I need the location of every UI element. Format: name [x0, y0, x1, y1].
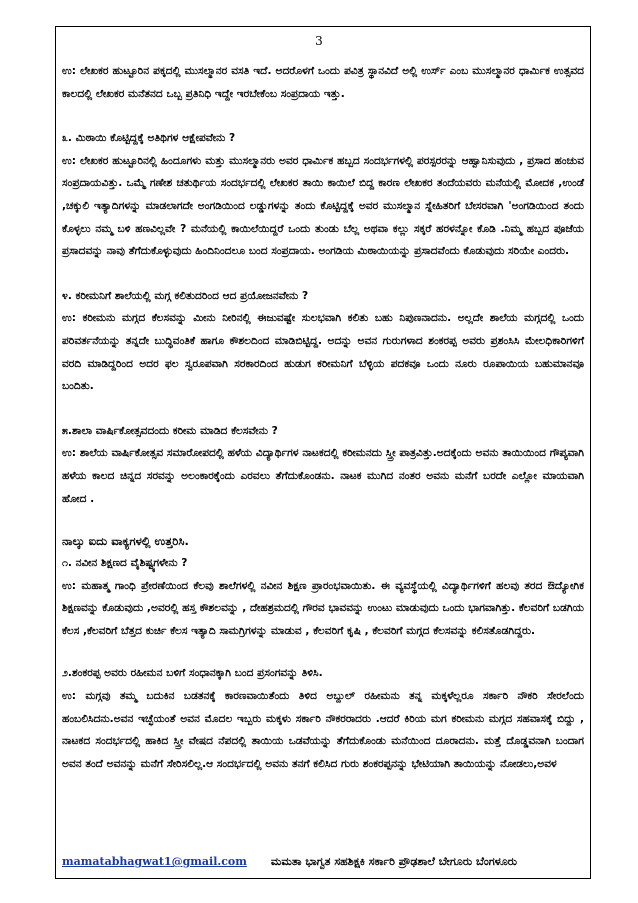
section-heading: ನಾಲ್ಕು ಐದು ವಾಕ್ಯಗಳಲ್ಲಿ ಉತ್ತರಿಸಿ. — [62, 534, 189, 549]
answer-4: ಉ: ಕರೀಮನು ಮಗ್ಗದ ಕೆಲಸವನ್ನು ಮೀನು ನೀರಿನಲ್ಲಿ ಈಜುವಷ್ಟೇ ಸುಲಭವಾಗಿ ಕಲಿತು ಬಹು ನಿಪುಣನಾದನು. ಅಲ್ಲದೇ ಶಾಲೆಯ ಮಗ್ಗದಲ್ಲಿ ಒಂದು ಪರಿವರ್ತನೆಯನ್ನು ತನ್ನದೇ ಬುದ್ಧಿವಂತಿಕೆ ಹಾಗೂ ಕೌಶಲದಿಂದ ಮಾಡಿಬಿಟ್ಟಿದ್ದ. ಅದನ್ನು ಅವನ ಗುರುಗಳಾದ ಶಂಕರಪ್ಪ ಅವರು ಪ್ರಶಂಸಿಸಿ ಮೇಲಧಿಕಾರಿಗಳಿಗೆ ವರದಿ ಮಾಡಿದ್ದರಿಂದ ಅದರ ಫಲ ಸ್ವರೂಪವಾಗಿ ಸರಕಾರದಿಂದ ಹುಡುಗ ಕರೀಮನಿಗೆ ಬೆಳ್ಳಿಯ ಪದಕವೂ ಒಂದು ನೂರು ರೂಪಾಯಿಯ ಬಹುಮಾನವೂ ಬಂದಿತು. — [62, 312, 584, 393]
email-link[interactable]: mamatabhagwat1@gmail.com — [62, 855, 247, 868]
section-question-2: ೨.ಶಂಕರಪ್ಪ ಅವರು ರಹೀಮನ ಬಳಿಗೆ ಸಂಧಾನಕ್ಕಾಗಿ ಬಂದ ಪ್ರಸಂಗವನ್ನು ತಿಳಿಸಿ. — [62, 667, 323, 680]
answer-3: ಉ: ಲೇಖಕರ ಹುಟ್ಟೂರಿನಲ್ಲಿ ಹಿಂದೂಗಳು ಮತ್ತು ಮುಸಲ್ಮಾನರು ಅವರ ಧಾರ್ಮಿಕ ಹಬ್ಬದ ಸಂದರ್ಭಗಳಲ್ಲಿ ಪರಸ್ಪರರನ್ನು ಆಹ್ವಾನಿಸುವುದು , ಪ್ರಸಾದ ಹಂಚುವ ಸಂಪ್ರದಾಯವಿತ್ತು. ಒಮ್ಮೆ ಗಣೇಶ ಚತುರ್ಥಿಯ ಸಂದರ್ಭದಲ್ಲಿ ಲೇಖಕರ ತಾಯಿ ಕಾಯಿಲೆ ಬಿದ್ದ ಕಾರಣ ಲೇಖಕರ ತಂದೆಯವರು ಮನೆಯಲ್ಲಿ ಮೋದಕ ,ಉಂಡೆ ,ಚಕ್ಕುಲಿ ಇತ್ಯಾದಿಗಳನ್ನು ಮಾಡಲಾಗದೇ ಅಂಗಡಿಯಿಂದ ಲಡ್ಡುಗಳನ್ನು ತಂದು ಕೊಟ್ಟಿದ್ದಕ್ಕೆ ಅವರ ಮುಸಲ್ಮಾನ ಸ್ನೇಹಿತರಿಗೆ ಬೇಸರವಾಗಿ 'ಅಂಗಡಿಯಿಂದ ತಂದು ಕೊಳ್ಳಲು ನಮ್ಮ ಬಳಿ ಹಣವಿಲ್ಲವೇ ? ಮನೆಯಲ್ಲಿ ಕಾಯಿಲೆಯಿದ್ದರೆ ಒಂದು ತುಂಡು ಬೆಲ್ಲ ಅಥವಾ ಕಲ್ಲು ಸಕ್ಕರೆ ಹರಳನ್ನೋ ಕೊಡಿ .ನಿಮ್ಮ ಹಬ್ಬದ ಪೂಜೆಯ ಪ್ರಸಾದವನ್ನು ನಾವು ತೆಗೆದುಕೊಳ್ಳುವುದು ಹಿಂದಿನಿಂದಲೂ ಬಂದ ಸಂಪ್ರದಾಯ. ಅಂಗಡಿಯ ಮಿಠಾಯಿಯನ್ನು ಪ್ರಸಾದವೆಂದು ಕೊಡುವುದು ಸರಿಯೇ ಎಂದರು. — [62, 154, 584, 258]
section-answer-1: ಉ: ಮಹಾತ್ಮ ಗಾಂಧಿ ಪ್ರೇರಣೆಯಿಂದ ಕೆಲವು ಶಾಲೆಗಳಲ್ಲಿ ನವೀನ ಶಿಕ್ಷಣ ಪ್ರಾರಂಭವಾಯಿತು. ಈ ವ್ಯವಸ್ಥೆಯಲ್ಲಿ ವಿದ್ಯಾರ್ಥಿಗಳಿಗೆ ಹಲವು ತರದ ಔದ್ಯೋಗಿಕ ಶಿಕ್ಷಣವನ್ನು ಕೊಡುವುದು ,ಅವರಲ್ಲಿ ಹಸ್ತ ಕೌಶಲವನ್ನು , ದೇಹಶ್ರಮದಲ್ಲಿ ಗೌರವ ಭಾವವನ್ನು ಉಂಟು ಮಾಡುವುದು ಒಂದು ಭಾಗವಾಗಿತ್ತು. ಕೆಲವರಿಗೆ ಬಡಗಿಯ ಕೆಲಸ ,ಕೆಲವರಿಗೆ ಬೆತ್ತದ ಕುರ್ಚಿ ಕೆಲಸ ಇತ್ಯಾದಿ ಸಾಮಗ್ರಿಗಳನ್ನು ಮಾಡುವ , ಕೆಲವರಿಗೆ ಕೃಷಿ , ಕೆಲವರಿಗೆ ಮಗ್ಗದ ಕೆಲಸವನ್ನು ಕಲಿಸತೊಡಗಿದ್ದರು. — [62, 579, 584, 637]
section-question-1: ೧. ನವೀನ ಶಿಕ್ಷಣದ ವೈಶಿಷ್ಟ್ಯಗಳೇನು ? — [62, 557, 188, 570]
question-5: ೫.ಶಾಲಾ ವಾರ್ಷಿಕೋತ್ಸವದಂದು ಕರೀಮ ಮಾಡಿದ ಕೆಲಸವೇನು ? — [62, 424, 278, 437]
page-footer — [62, 855, 584, 869]
answer-5: ಉ: ಶಾಲೆಯ ವಾರ್ಷಿಕೋತ್ಸವ ಸಮಾರೋಪದಲ್ಲಿ ಹಳೆಯ ವಿದ್ಯಾರ್ಥಿಗಳ ನಾಟಕದಲ್ಲಿ ಕರೀಮನದು ಸ್ತ್ರೀ ಪಾತ್ರವಿತ್ತು.ಅದಕ್ಕೆಂದು ಅವನು ತಾಯಿಯಿಂದ ಗೌಪ್ಯವಾಗಿ ಹಳೆಯ ಕಾಲದ ಚಿನ್ನದ ಸರವನ್ನು ಅಲಂಕಾರಕ್ಕೆಂದು ಎರವಲು ತೆಗೆದುಕೊಂಡನು. ನಾಟಕ ಮುಗಿದ ನಂತರ ಅವನು ಮನೆಗೆ ಬರದೇ ಎಲ್ಲೋ ಮಾಯವಾಗಿ ಹೋದ . — [62, 447, 584, 505]
section-answer-2: ಉ: ಮಗ್ಗವು ತಮ್ಮ ಬದುಕಿನ ಬಡತನಕ್ಕೆ ಕಾರಣವಾಯಿತೆಂದು ತಿಳಿದ ಅಬ್ದುಲ್ ರಹೀಮನು ತನ್ನ ಮಕ್ಕಳೆಲ್ಲರೂ ಸರ್ಕಾರಿ ನೌಕರಿ ಸೇರಲೆಂದು ಹಂಬಲಿಸಿದನು.ಅವನ ಇಚ್ಛೆಯಂತೆ ಅವನ ಮೊದಲ ಇಬ್ಬರು ಮಕ್ಕಳು ಸರ್ಕಾರಿ ನೌಕರರಾದರು .ಆದರೆ ಕಿರಿಯ ಮಗ ಕರೀಮನು ಮಗ್ಗದ ಸಹವಾಸಕ್ಕೆ ಬಿದ್ದು , ನಾಟಕದ ಸಂದರ್ಭದಲ್ಲಿ ಹಾಕಿದ ಸ್ತ್ರೀ ವೇಷದ ನೆಪದಲ್ಲಿ ತಾಯಿಯ ಒಡವೆಯನ್ನು ತೆಗೆದುಕೊಂಡು ಮನೆಯಿಂದ ದೂರಾದನು. ಮತ್ತೆ ದೊಡ್ಡವನಾಗಿ ಬಂದಾಗ ಅವನ ತಂದೆ ಅವನನ್ನು ಮನೆಗೆ ಸೇರಿಸಲಿಲ್ಲ.ಆ ಸಂದರ್ಭದಲ್ಲಿ ಅವನು ತನಗೆ ಕಲಿಸಿದ ಗುರು ಶಂಕರಪ್ಪನನ್ನು ಭೇಟಿಯಾಗಿ ತಾಯಿಯನ್ನು ನೋಡಲು,ಅವಳ — [62, 690, 584, 770]
page-number: 3 — [315, 34, 323, 48]
intro-answer: ಉ: ಲೇಖಕರ ಹುಟ್ಟೂರಿನ ಪಕ್ಕದಲ್ಲಿ ಮುಸಲ್ಮಾನರ ವಸತಿ ಇದೆ. ಅದರೊಳಗೆ ಒಂದು ಪವಿತ್ರ ಸ್ಥಾನವಿದೆ ಅಲ್ಲಿ ಉರ್ಸ್ ಎಂಬ ಮುಸಲ್ಮಾನರ ಧಾರ್ಮಿಕ ಉತ್ಸವದ ಕಾಲದಲ್ಲಿ ಲೇಖಕರ ಮನೆತನದ ಒಬ್ಬ ಪ್ರತಿನಿಧಿ ಇದ್ದೇ ಇರಬೇಕೆಂಬ ಸಂಪ್ರದಾಯ ಇತ್ತು. — [62, 65, 584, 100]
question-3: ೩. ಮಿಠಾಯಿ ಕೊಟ್ಟಿದ್ದಕ್ಕೆ ಅತಿಥಿಗಳ ಆಕ್ಷೇಪವೇನು ? — [62, 132, 236, 145]
question-4: ೪. ಕರೀಮನಿಗೆ ಶಾಲೆಯಲ್ಲಿ ಮಗ್ಗ ಕಲಿತುದರಿಂದ ಆದ ಪ್ರಯೋಜನವೇನು ? — [62, 289, 309, 302]
page-content — [62, 60, 584, 775]
author-credit: ಮಮತಾ ಭಾಗ್ವತ ಸಹಶಿಕ್ಷಕಿ ಸರ್ಕಾರಿ ಪ್ರೌಢಶಾಲೆ ಬೇಗೂರು ಬೆಂಗಳೂರು — [270, 855, 518, 868]
